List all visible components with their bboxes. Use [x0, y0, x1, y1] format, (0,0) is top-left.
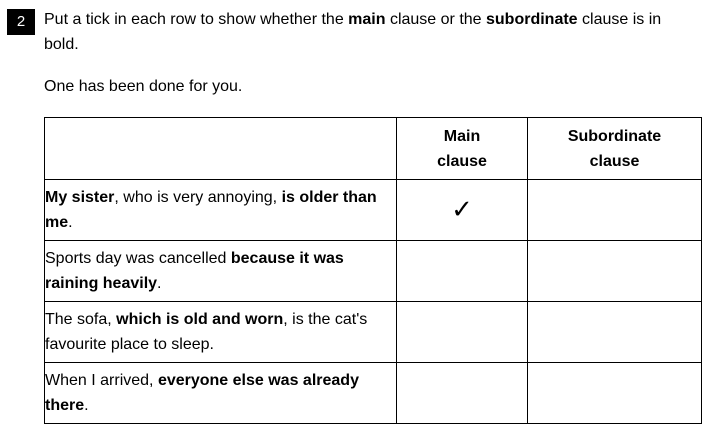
- sentence-part: .: [157, 275, 162, 292]
- answer-table: [44, 117, 702, 424]
- subordinate-clause-tick-cell[interactable]: [528, 302, 702, 363]
- header-line: Main: [443, 127, 481, 145]
- instruction-part: Put a tick in each row to show whether the: [44, 11, 349, 28]
- sentence-part-bold: which is old and worn: [116, 311, 284, 328]
- main-clause-tick-cell[interactable]: [397, 302, 528, 363]
- table-row: [45, 241, 702, 302]
- header-line: clause: [437, 152, 487, 170]
- sentence-part: Sports day was cancelled: [45, 250, 231, 267]
- instruction-part-bold: subordinate: [486, 11, 578, 28]
- instruction-part-bold: main: [348, 11, 386, 28]
- sentence-part-bold: My sister: [45, 189, 115, 206]
- subordinate-clause-tick-cell[interactable]: [528, 241, 702, 302]
- sentence-part: , who is very annoying,: [114, 189, 282, 206]
- main-clause-tick-cell[interactable]: [397, 241, 528, 302]
- sentence-part-bold: because it was raining heavily: [45, 250, 344, 292]
- main-clause-tick-cell[interactable]: [397, 363, 528, 424]
- sentence-part-bold: is older than me: [45, 189, 377, 231]
- sentence-cell: [45, 180, 397, 241]
- instruction-part: clause or the: [385, 11, 486, 28]
- subordinate-clause-tick-cell[interactable]: [528, 363, 702, 424]
- sentence-part: .: [68, 214, 73, 231]
- table-row: [45, 302, 702, 363]
- question-number-badge: 2: [7, 9, 35, 35]
- main-clause-column-header: [397, 118, 528, 180]
- question-instruction: [44, 7, 694, 57]
- header-row: [45, 118, 702, 180]
- instruction-part: clause is in bold.: [44, 11, 662, 53]
- sentence-cell: [45, 302, 397, 363]
- subordinate-clause-tick-cell[interactable]: [528, 180, 702, 241]
- main-clause-tick-cell[interactable]: [397, 180, 528, 241]
- empty-header-cell: [45, 118, 397, 180]
- table-row: [45, 180, 702, 241]
- header-line: Subordinate: [567, 127, 662, 145]
- sentence-part: .: [84, 397, 89, 414]
- header-line: clause: [589, 152, 640, 170]
- sentence-part: The sofa,: [45, 311, 117, 328]
- sentence-cell: [45, 363, 397, 424]
- table-row: [45, 363, 702, 424]
- tick-mark-icon: ✓: [451, 195, 473, 225]
- sentence-part-bold: everyone else was already there: [45, 372, 359, 414]
- sentence-part: When I arrived,: [45, 372, 158, 389]
- subordinate-clause-column-header: [528, 118, 702, 180]
- example-note: One has been done for you.: [44, 78, 243, 95]
- sentence-cell: [45, 241, 397, 302]
- sentence-part: , is the cat's favourite place to sleep.: [45, 311, 368, 353]
